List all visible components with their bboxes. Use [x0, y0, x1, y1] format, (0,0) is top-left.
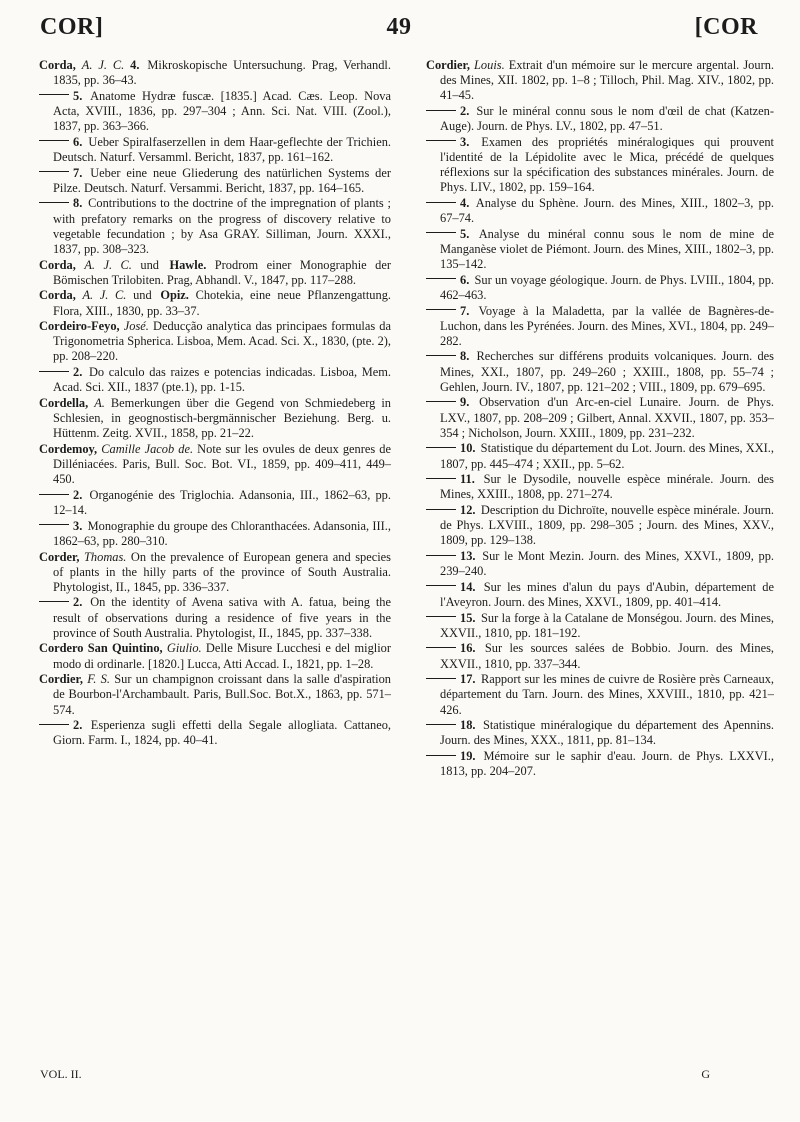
entry-initials: Thomas.: [84, 549, 127, 564]
entry-initials: Giulio.: [166, 641, 202, 656]
ditto-dash: [39, 371, 69, 372]
ditto-dash: [39, 494, 69, 495]
bibliography-entry: [426, 104, 774, 134]
entry-text: Monographie du groupe des Chloranthacées. Adansonia, III., 1862–63, pp. 280–310.: [53, 518, 391, 548]
ditto-dash: [39, 724, 69, 725]
ditto-dash: [426, 355, 456, 356]
ditto-dash: [39, 171, 69, 172]
entry-number: 7.: [73, 165, 83, 180]
entry-text: Bemerkungen über die Gegend von Schmiedeberg in Schlesien, in geognostisch-bergmännischer Beziehung. Berg. u. Hüttenm. Zeitg. XVII., 1858, pp. 21–22.: [53, 395, 392, 441]
bibliography-entry: [426, 304, 774, 349]
entry-number: 19.: [460, 749, 476, 764]
ditto-dash: [426, 724, 456, 725]
entry-number: 12.: [460, 503, 476, 518]
bibliography-entry: [39, 196, 391, 257]
ditto-dash: [426, 678, 456, 679]
entry-text: Sur le minéral connu sous le nom d'œil de chat (Katzen-Auge). Journ. de Phys. LV., 1802, pp. 47–51.: [440, 103, 774, 134]
entry-initials: José.: [123, 319, 149, 334]
entry-text: Note sur les ovules de deux genres de Dilléniacées. Paris, Bull. Soc. Bot. VI., 1859, pp. 409–411, 449–450.: [53, 441, 391, 487]
bibliography-entry: [426, 641, 774, 671]
entry-text: Ueber Spiralfaserzellen in dem Haar-geflechte der Trichien. Deutsch. Naturf. Versamml. Bericht, 1837, pp. 161–162.: [53, 134, 391, 164]
ditto-dash: [426, 755, 456, 756]
bibliography-entry: [39, 135, 391, 165]
entry-number: 4.: [130, 58, 140, 72]
running-header: [40, 14, 758, 40]
entry-number: 13.: [460, 549, 476, 563]
entry-number: 2.: [73, 365, 83, 380]
entry-number: 4.: [460, 195, 470, 210]
bibliography-entry: [426, 135, 774, 196]
entry-number: 2.: [73, 595, 83, 610]
entry-number: 2.: [460, 103, 470, 118]
entry-number: 16.: [460, 641, 476, 656]
ditto-dash: [426, 585, 456, 586]
bibliography-entry: [426, 472, 774, 502]
bibliography-entry: [39, 396, 391, 441]
bibliography-entry: [426, 58, 774, 103]
ditto-dash: [426, 401, 456, 402]
entry-text: Ueber eine neue Gliederung des natürlichen Systems der Pilze. Deutsch. Naturf. Versammi. Bericht, 1837, pp. 164–165.: [53, 165, 391, 195]
page-footer: [40, 1067, 710, 1082]
entry-number: 5.: [73, 88, 83, 103]
entry-number: 6.: [460, 272, 470, 287]
ditto-dash: [426, 647, 456, 648]
entry-text: Examen des propriétés minéralogiques qui prouvent l'identité de la Lépidolite avec le Mica, précédé de quelques réflexions sur la spécification des substances minérales. Journ. de Phys. LIV., 1802, pp. 159–164.: [440, 134, 774, 195]
entry-number: 8.: [460, 349, 470, 364]
ditto-dash: [426, 447, 456, 448]
ditto-dash: [426, 309, 456, 310]
ditto-dash: [426, 616, 456, 617]
entry-author: Cordeiro-Feyo,: [39, 319, 120, 334]
bibliography-entry: [39, 641, 391, 671]
ditto-dash: [426, 555, 456, 556]
ditto-dash: [426, 110, 456, 111]
entry-text: Contributions to the doctrine of the impregnation of plants ; with prefatory remarks on the progress of discovery relative to vegetable fecundation ; by Asa GRAY. Silliman, Journ. XXXI., 1837, pp. 308–323.: [53, 196, 391, 256]
entry-author: Corda,: [39, 257, 76, 272]
entry-text: Statistique minéralogique du département des Apennins. Journ. des Mines, XXX., 1811, pp. 81–134.: [440, 718, 774, 748]
bibliography-entry: [426, 718, 774, 748]
entry-text: Description du Dichroïte, nouvelle espèce minérale. Journ. de Phys. LXVIII., 1809, pp. 298–305 ; Journ. des Mines, XXV., 1809, pp. 129–138.: [440, 503, 774, 548]
left-column: [39, 58, 391, 780]
entry-number: 18.: [460, 718, 476, 733]
columns: [39, 58, 774, 780]
bibliography-entry: [426, 580, 774, 610]
bibliography-entry: [39, 488, 391, 518]
ditto-dash: [426, 140, 456, 141]
entry-text: Sur les sources salées de Bobbio. Journ. des Mines, XXVII., 1810, pp. 337–344.: [440, 641, 774, 671]
entry-text: Anatome Hydræ fuscæ. [1835.] Acad. Cæs. Leop. Nova Acta, XVIII., 1836, pp. 297–304 ; Ann. Sci. Nat. VIII. (Zool.), 1837, pp. 363–366.: [53, 88, 391, 134]
bibliography-entry: [39, 550, 391, 595]
entry-text: Sur la forge à la Catalane de Monségou. Journ. des Mines, XXVII., 1810, pp. 181–192.: [440, 610, 774, 640]
entry-text: Chotekia, eine neue Pflanzengattung. Flora, XIII., 1830, pp. 33–37.: [53, 288, 391, 318]
entry-number: und: [140, 257, 159, 272]
ditto-dash: [426, 509, 456, 510]
entry-initials: Camille Jacob de.: [101, 441, 194, 456]
bibliography-entry: [426, 349, 774, 394]
bibliography-entry: [426, 227, 774, 272]
bibliography-entry: [39, 288, 391, 318]
entry-number: 15.: [460, 610, 476, 625]
entry-initials: A.: [94, 395, 105, 410]
entry-text: Observation d'un Arc-en-ciel Lunaire. Journ. de Phys. LXV., 1807, pp. 208–209 ; Gilbert, Annal. XXVII., 1807, pp. 353–354 ; Nicholson, Journ. XXIII., 1809, pp. 231–232.: [440, 395, 774, 440]
volume-label: VOL. II.: [40, 1067, 82, 1081]
entry-number: 2.: [73, 718, 83, 733]
entry-number: und: [133, 288, 152, 303]
entry-number: 7.: [460, 303, 470, 318]
entry-text: Sur un champignon croissant dans la salle d'aspiration de Bourbon-l'Archambault. Paris, Bull.Soc. Bot.X., 1863, pp. 571–574.: [53, 672, 391, 717]
ditto-dash: [426, 232, 456, 233]
entry-author: Cordier,: [426, 58, 470, 72]
entry-text: Sur les mines d'alun du pays d'Aubin, département de l'Aveyron. Journ. des Mines, XXVI., 1809, pp. 401–414.: [440, 579, 774, 609]
bibliography-entry: [39, 258, 391, 288]
entry-text: Sur un voyage géologique. Journ. de Phys. LVIII., 1804, pp. 462–463.: [440, 272, 774, 302]
entry-number: 2.: [73, 487, 83, 502]
entry-text: On the prevalence of European genera and species of plants in the hilly parts of the province of South Australia. Phytologist, II., 1845, pp. 336–337.: [53, 549, 391, 594]
entry-author: Cordero San Quintino,: [39, 641, 163, 656]
signature-mark: G: [701, 1067, 710, 1081]
entry-text: Esperienza sugli effetti della Segale allogliata. Cattaneo, Giorn. Farm. I., 1824, pp. 40–41.: [53, 718, 391, 748]
entry-author: Corda,: [39, 288, 76, 303]
entry-text: On the identity of Avena sativa with A. fatua, being the result of observations during a residence of five years in the province of South Australia. Phytologist, II., 1845, pp. 337–338.: [53, 595, 391, 640]
bibliography-entry: [426, 395, 774, 440]
bibliography-entry: [39, 319, 391, 364]
entry-text: Mikroskopische Untersuchung. Prag, Verhandl. 1835, pp. 36–43.: [53, 58, 391, 88]
ditto-dash: [39, 140, 69, 141]
entry-initials: Louis.: [474, 58, 505, 72]
bibliography-entry: [39, 58, 391, 88]
entry-number: 10.: [460, 441, 476, 456]
entry-number: 6.: [73, 134, 83, 149]
entry-text: Sur le Mont Mezin. Journ. des Mines, XXVI., 1809, pp. 239–240.: [440, 549, 774, 579]
entry-coauthor: Hawle.: [169, 257, 207, 272]
entry-author: Cordier,: [39, 672, 83, 687]
entry-text: Recherches sur différens produits volcaniques. Journ. des Mines, XXI., 1807, pp. 249–260 ; XXIII., 1808, pp. 55–74 ; Gehlen, Journ. IV., 1807, pp. 121–202 ; VIII., 1809, pp. 679–695.: [440, 349, 774, 394]
entry-number: 3.: [73, 518, 83, 533]
entry-number: 3.: [460, 134, 470, 149]
ditto-dash: [39, 601, 69, 602]
entry-text: Deducção analytica das principaes formulas da Trigonometria Spherica. Lisboa, Mem. Acad. Sci. X., 1830, (pte. 2), pp. 208–220.: [53, 319, 391, 364]
entry-author: Cordemoy,: [39, 441, 98, 456]
ditto-dash: [426, 278, 456, 279]
bibliography-entry: [39, 519, 391, 549]
entry-initials: A. J. C.: [81, 58, 125, 72]
ditto-dash: [426, 202, 456, 203]
ditto-dash: [39, 524, 69, 525]
bibliography-entry: [39, 595, 391, 640]
entry-initials: A. J. C.: [84, 257, 132, 272]
ditto-dash: [39, 94, 69, 95]
bibliography-entry: [39, 166, 391, 196]
entry-number: 9.: [460, 395, 470, 410]
ditto-dash: [426, 478, 456, 479]
bibliography-entry: [426, 503, 774, 548]
bibliography-entry: [426, 273, 774, 303]
bibliography-entry: [426, 749, 774, 779]
bibliography-entry: [39, 89, 391, 134]
entry-number: 8.: [73, 196, 83, 211]
entry-text: Analyse du Sphène. Journ. des Mines, XIII., 1802–3, pp. 67–74.: [440, 195, 774, 226]
entry-author: Cordella,: [39, 395, 89, 410]
bibliography-entry: [39, 718, 391, 748]
bibliography-entry: [39, 442, 391, 487]
entry-text: Organogénie des Triglochia. Adansonia, III., 1862–63, pp. 12–14.: [53, 487, 391, 518]
entry-text: Do calculo das raizes e potencias indicadas. Lisboa, Mem. Acad. Sci. XII., 1837 (pte.1), pp. 1-15.: [53, 365, 391, 395]
bibliography-entry: [426, 549, 774, 579]
header-right: [COR: [694, 14, 758, 40]
bibliography-entry: [39, 365, 391, 395]
entry-author: Corda,: [39, 58, 76, 72]
header-left: COR]: [40, 14, 104, 40]
bibliography-entry: [426, 441, 774, 471]
entry-text: Delle Misure Lucchesi e del miglior modo di ordinarle. [1820.] Lucca, Atti Accad. I., 1821, pp. 1–28.: [53, 641, 391, 671]
entry-text: Voyage à la Maladetta, par la vallée de Bagnères-de-Luchon, dans les Pyrénées. Journ. des Mines, XVI., 1804, pp. 249–282.: [440, 303, 774, 348]
entry-coauthor: Opiz.: [160, 288, 189, 303]
page-number: 49: [386, 14, 412, 40]
entry-author: Corder,: [39, 549, 80, 564]
ditto-dash: [39, 202, 69, 203]
bibliography-entry: [426, 196, 774, 226]
entry-initials: A. J. C.: [82, 288, 127, 303]
right-column: [426, 58, 774, 780]
entry-number: 17.: [460, 672, 476, 687]
entry-text: Mémoire sur le saphir d'eau. Journ. de Phys. LXXVI., 1813, pp. 204–207.: [440, 749, 774, 779]
entry-text: Prodrom einer Monographie der Bömischen Trilobiten. Prag, Abhandl. V., 1847, pp. 117–288.: [53, 257, 391, 287]
bibliography-entry: [39, 672, 391, 717]
entry-number: 5.: [460, 226, 470, 241]
entry-text: Analyse du minéral connu sous le nom de mine de Manganèse violet de Piémont. Journ. des Mines, XIII., 1802–3, pp. 135–142.: [440, 226, 774, 272]
entry-text: Extrait d'un mémoire sur le mercure argental. Journ. des Mines, XII. 1802, pp. 1–8 ; Tilloch, Phil. Mag. XIV., 1802, pp. 41–45.: [440, 58, 774, 103]
entry-text: Sur le Dysodile, nouvelle espèce minérale. Journ. des Mines, XXIII., 1808, pp. 271–274.: [440, 472, 774, 502]
bibliography-entry: [426, 672, 774, 717]
entry-number: 14.: [460, 579, 476, 594]
entry-text: Rapport sur les mines de cuivre de Rosière près Carneaux, département du Tarn. Journ. des Mines, XXVIII., 1810, pp. 421–426.: [440, 672, 774, 717]
entry-text: Statistique du département du Lot. Journ. des Mines, XXI., 1807, pp. 445–474 ; XXII., pp. 5–62.: [440, 441, 774, 471]
entry-initials: F. S.: [87, 672, 110, 687]
entry-number: 11.: [460, 472, 475, 487]
bibliography-entry: [426, 611, 774, 641]
